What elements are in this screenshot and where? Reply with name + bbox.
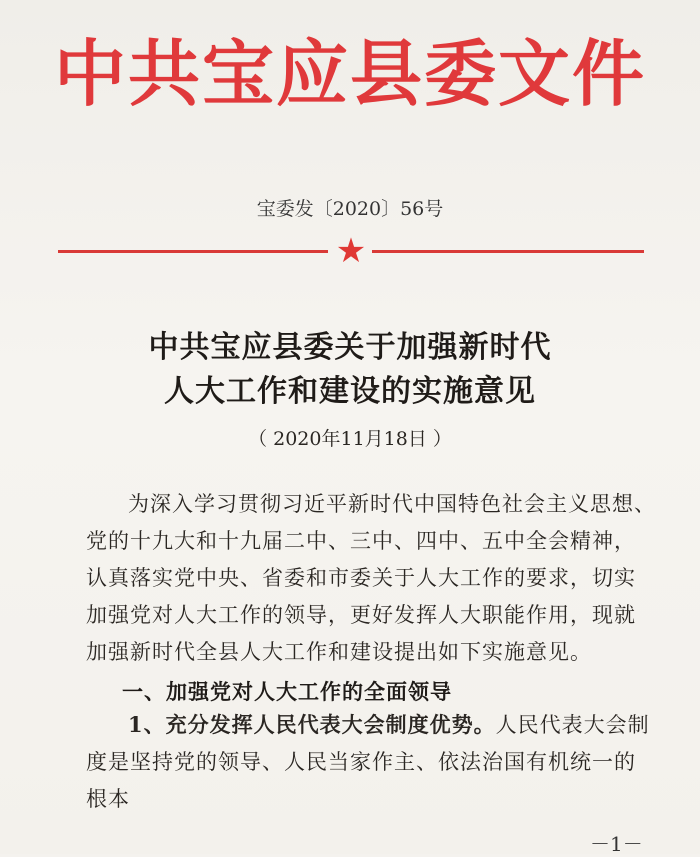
document-title-line-2: 人大工作和建设的实施意见 <box>164 374 536 409</box>
red-separator-left <box>58 250 328 253</box>
red-separator-right <box>372 250 644 253</box>
item-1-text: 人民代表大会制度是坚持党的领导、人民当家作主、依法治国有机统一的根本 <box>86 713 650 811</box>
document-date: （ 2020年11月18日 ） <box>248 428 452 450</box>
section-heading-1: 一、加强党对人大工作的全面领导 <box>122 679 452 704</box>
item-1-paragraph <box>86 706 656 818</box>
page-number: －1－ <box>590 832 643 856</box>
intro-paragraph: 为深入学习贯彻习近平新时代中国特色社会主义思想、党的十九大和十九届二中、三中、四中、五中全会精神，认真落实党中央、省委和市委关于人大工作的要求，切实加强党对人大工作的领导，更好发挥人大职能作用，现就加强新时代全县人大工作和建设提出如下实施意见。 <box>86 492 656 664</box>
star-icon: ★ <box>335 231 367 271</box>
document-title-line-1: 中共宝应县委关于加强新时代 <box>148 330 552 365</box>
document-number: 宝委发〔2020〕56号 <box>256 198 444 220</box>
red-header-title: 中共宝应县委文件 <box>53 31 646 116</box>
item-1-lead: 1、充分发挥人民代表大会制度优势。 <box>128 712 496 737</box>
